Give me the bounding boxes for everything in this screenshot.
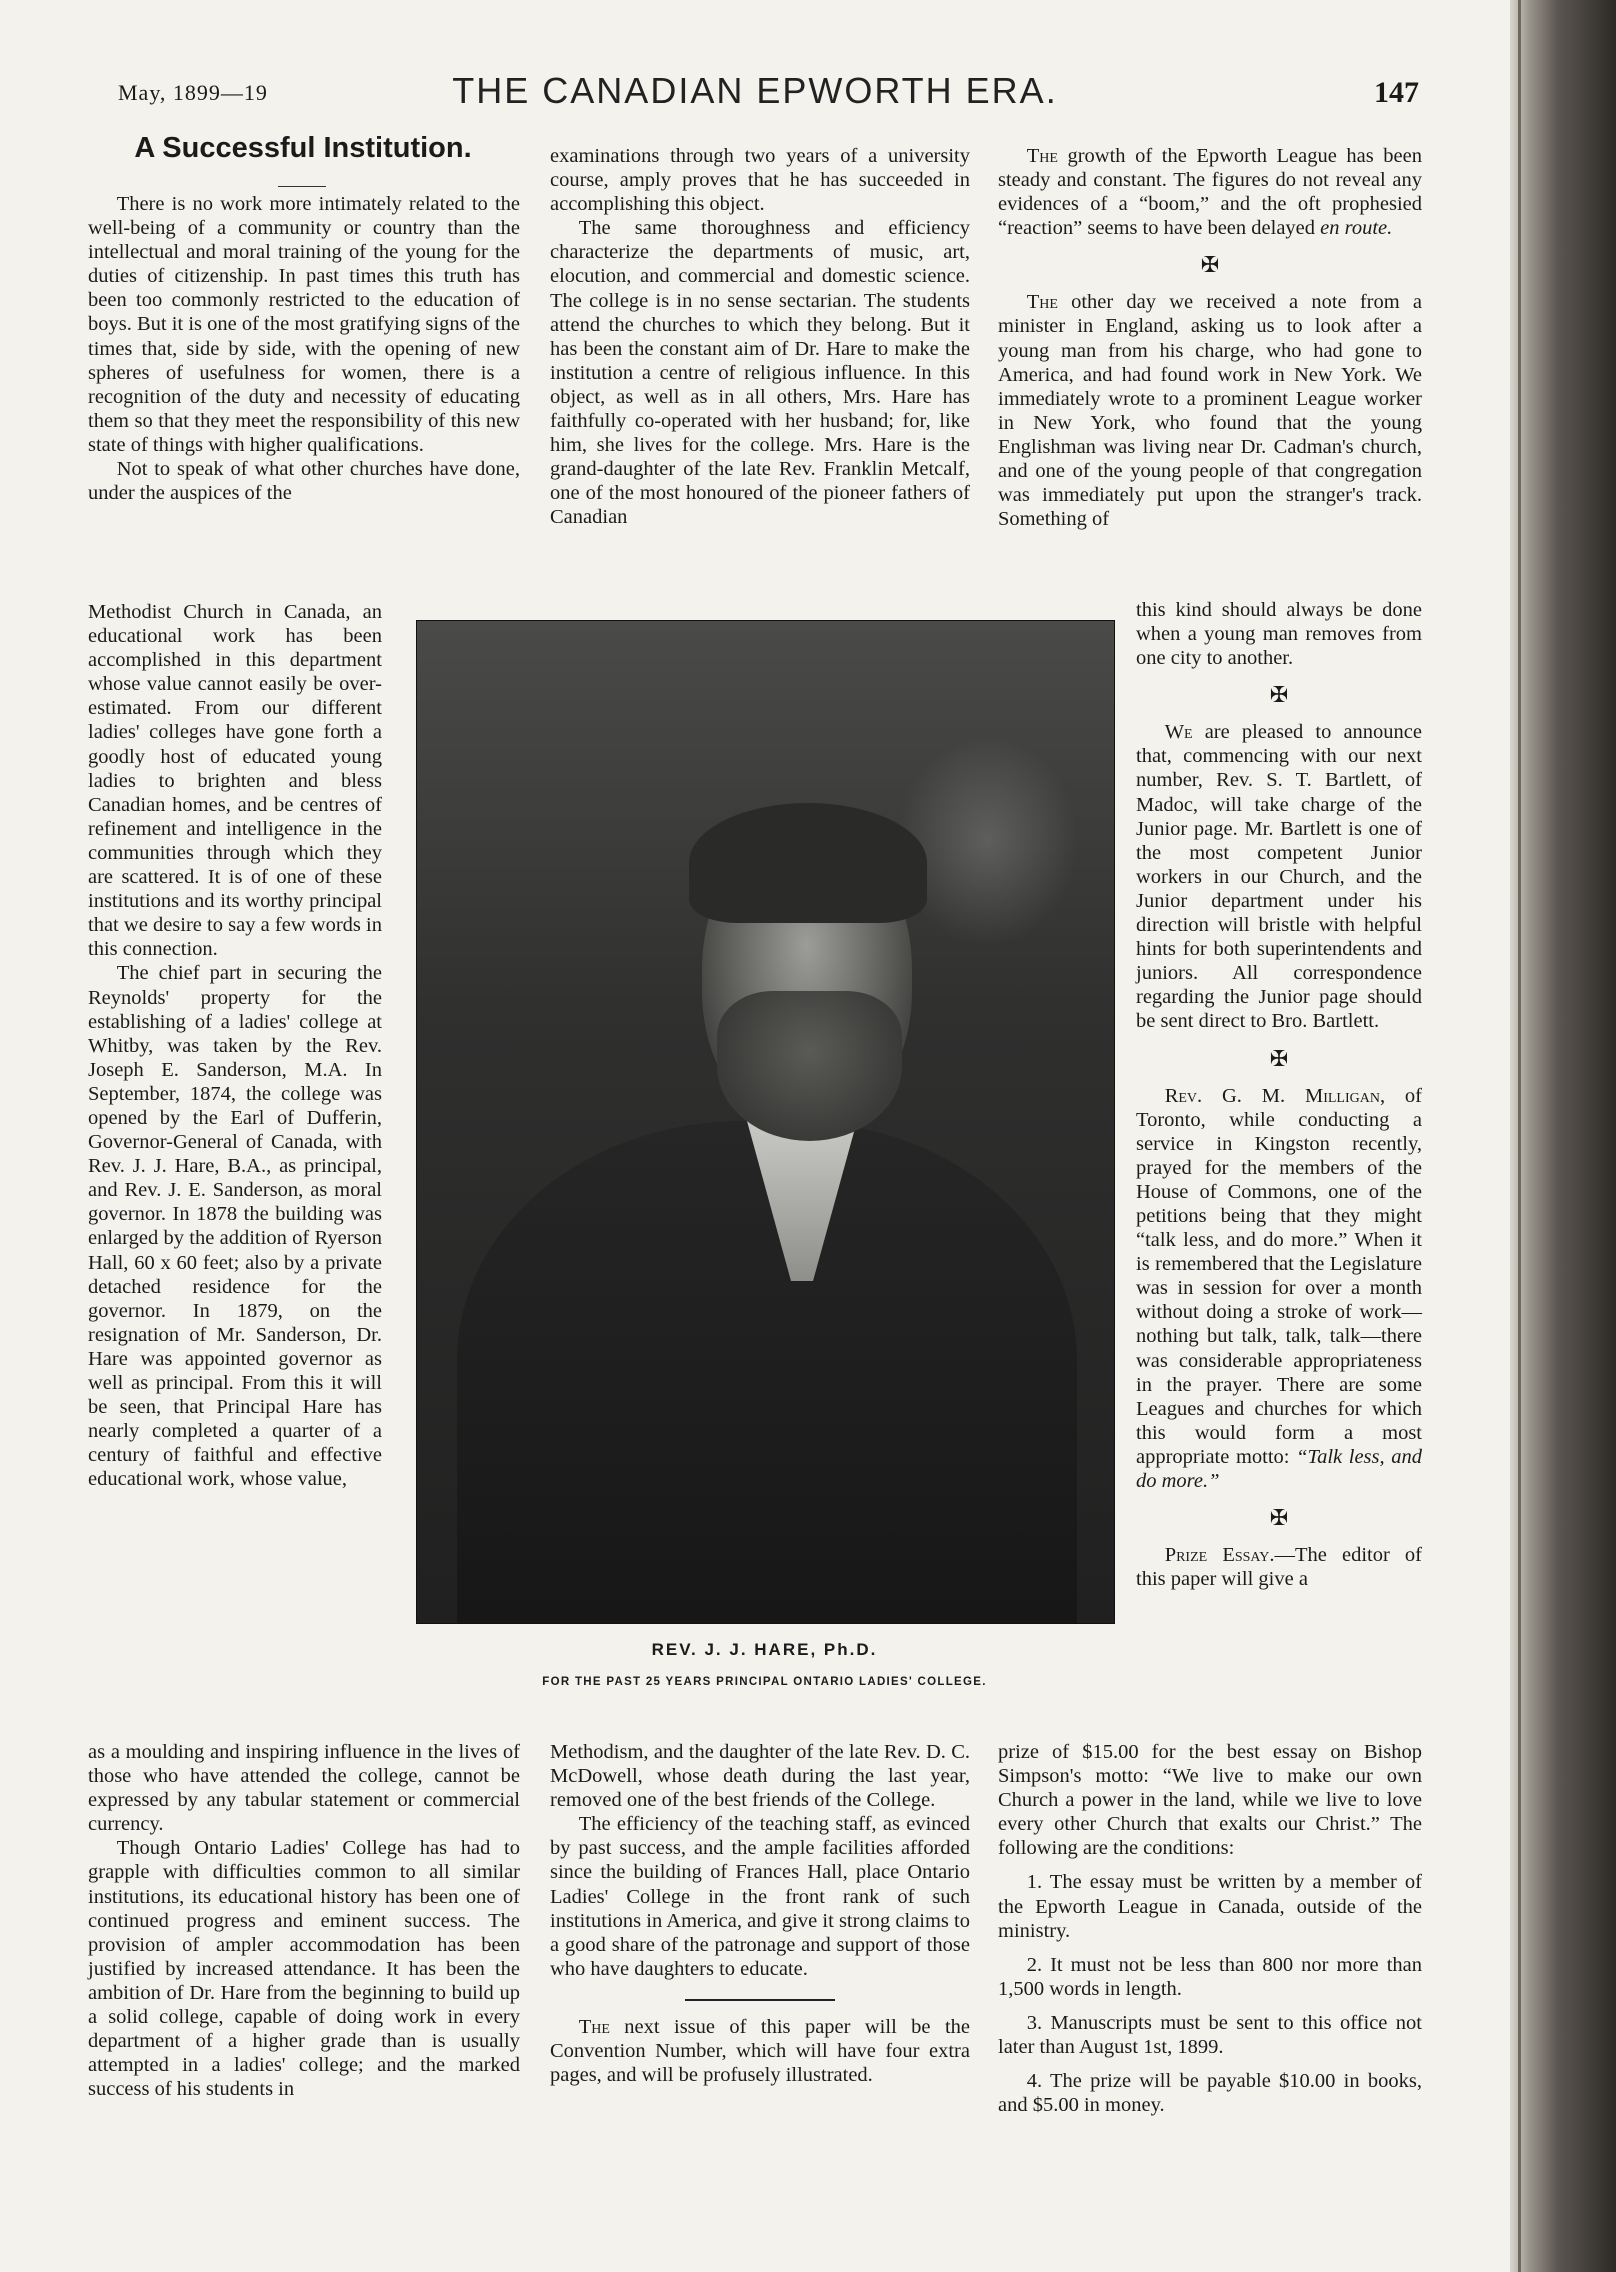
italic-text: “Talk less, and do more.” — [1136, 1445, 1423, 1492]
paragraph-text: are pleased to announce that, commencing with our next number, Rev. S. T. Bartlett, of Madoc, will take charge of the Junior page. Mr. Bartlett is one of the most competent Junior workers in our Church, and the Junior department under his direction will bristle with helpful hints for both superintendents and juniors. All correspondence regarding the Junior page should be sent direct to Bro. Bartlett. — [1136, 721, 1422, 1033]
paragraph: There is no work more intimately related to the well-being of a community or country than the intellectual and moral training of the young for the duties of citizenship. In past times this truth has been too commonly restricted to the education of boys. But it is one of the most gratifying signs of the times that, side by side, with the opening of new spheres of usefulness for women, there is a recognition of the duty and necessity of educating them so that they meet the responsibility of this new state of things with higher qualifications. — [88, 193, 520, 456]
paragraph: prize of $15.00 for the best essay on Bishop Simpson's motto: “We live to make our own Church a power in the land, while we live to love every other Church that exalts our Christ.” The following are the conditions: — [998, 1741, 1422, 1860]
col3-bottom — [998, 1740, 1422, 2117]
cross-ornament-icon: ✠ — [1269, 682, 1289, 708]
lead-word: The — [1026, 145, 1058, 167]
page-number: 147 — [1374, 76, 1419, 109]
article-heading: A Successful Institution. — [134, 132, 472, 164]
paragraph: The efficiency of the teaching staff, as evinced by past success, and the ample facilities afforded since the building of Frances Hall, place Ontario Ladies' College in the front rank of such institutions in America, and give it strong claims to a good share of the patronage and support of those who have daughters to educate. — [550, 1813, 970, 1980]
paragraph: Methodism, and the daughter of the late Rev. D. C. McDowell, whose death during the last year, removed one of the best friends of the College. — [550, 1741, 970, 1812]
paragraph: The same thoroughness and efficiency characterize the departments of music, art, elocution, and commercial and domestic science. The college is in no sense sectarian. The students attend the churches to which they belong. But it has been the constant aim of Dr. Hare to make the institution a centre of religious influence. In this object, as well as in all others, Mrs. Hare has faithfully co-operated with her husband; for, like him, she lives for the college. Mrs. Hare is the grand-daughter of the late Rev. Franklin Metcalf, one of the most honoured of the pioneer fathers of Canadian — [550, 217, 970, 529]
condition-item: 2. It must not be less than 800 nor more than 1,500 words in length. — [998, 1953, 1422, 2000]
paragraph-text: other day we received a note from a minister in England, asking us to look after a young man from his charge, who had gone to America, and had found work in New York. We immediately wrote to a prominent League worker in New York, who found that the young Englishman was living near Dr. Cadman's church, and one of the young people of that congregation was immediately put upon the stranger's track. Something of — [998, 291, 1422, 531]
paragraph — [1136, 1543, 1422, 1591]
cross-ornament-icon: ✠ — [1269, 1045, 1289, 1071]
col2-bottom — [550, 1740, 970, 2087]
cross-ornament-icon: ✠ — [1200, 252, 1220, 278]
paragraph-text: growth of the Epworth League has been steady and constant. The figures do not reveal any evidences of a “boom,” and the oft prophesied “reaction” seems to have been delayed — [998, 145, 1423, 240]
col2-top — [550, 144, 970, 530]
paragraph-text: next issue of this paper will be the Convention Number, which will have four extra pages, and will be profusely illustrated. — [550, 2015, 970, 2087]
book-binding — [1510, 0, 1616, 2272]
col3-narrow — [1136, 598, 1422, 1591]
paragraph: The chief part in securing the Reynolds' property for the establishing of a ladies' college at Whitby, was taken by the Rev. Joseph E. Sanderson, M.A. In September, 1874, the college was opened by the Earl of Dufferin, Governor-General of Canada, with Rev. J. J. Hare, B.A., as principal, and Rev. J. E. Sanderson, as moral governor. In 1878 the building was enlarged by the addition of Ryerson Hall, 60 x 60 feet; also by a private detached residence for the governor. In 1879, on the resignation of Mr. Sanderson, Dr. Hare was appointed governor as well as principal. From this it will be seen, that Principal Hare has nearly completed a quarter of a century of faithful and effective educational work, whose value, — [88, 962, 382, 1491]
col1-top — [88, 192, 520, 505]
paragraph: Not to speak of what other churches have done, under the auspices of the — [88, 458, 520, 505]
paragraph: examinations through two years of a university course, amply proves that he has succeeded in accomplishing this object. — [550, 145, 970, 216]
paragraph: Methodist Church in Canada, an educational work has been accomplished in this department whose value cannot easily be over-estimated. From our different ladies' colleges have gone forth a goodly host of educated young ladies to brighten and bless Canadian homes, and be centres of refinement and intelligence in the communities through which they are scattered. It is of one of these institutions and its worthy principal that we desire to say a few words in this connection. — [88, 601, 382, 961]
italic-text: en route. — [1320, 217, 1393, 240]
condition-item: 3. Manuscripts must be sent to this office not later than August 1st, 1899. — [998, 2011, 1422, 2059]
heading-rule — [278, 186, 326, 187]
photo-caption-name: REV. J. J. HARE, Ph.D. — [651, 1640, 878, 1659]
lead-word: We — [1164, 721, 1193, 744]
photo-caption-subtitle: FOR THE PAST 25 YEARS PRINCIPAL ONTARIO LADIES' COLLEGE. — [542, 1676, 987, 1688]
lead-word: The — [578, 2015, 610, 2038]
issue-date: May, 1899—19 — [118, 80, 268, 105]
paragraph: as a moulding and inspiring influence in the lives of those who have attended the college, cannot be expressed by any tabular statement or commercial currency. — [88, 1741, 520, 1836]
paragraph-text: of Toronto, while conducting a service in Kingston recently, prayed for the members of the House of Commons, one of the petitions being that they might “talk less, and do more.” When it is remembered that the Legislature was in session for over a month without doing a stroke of work—nothing but talk, talk, talk—there was considerable appropriateness in the prayer. There are some Leagues and churches for which this would form a most appropriate motto: — [1136, 1084, 1422, 1468]
paragraph — [998, 144, 1422, 240]
paragraph — [1136, 720, 1422, 1033]
col3-top — [998, 144, 1422, 531]
lead-word: Rev. G. M. Milligan, — [1164, 1084, 1386, 1107]
paragraph: Though Ontario Ladies' College has had to grapple with difficulties common to all similar institutions, its educational history has been one of continued progress and eminent success. The provision of ampler accommodation has been justified by increased attendance. It has been the ambition of Dr. Hare from the beginning to build up a solid college, capable of doing work in every department of a higher grade than is usually attempted in a ladies' college; and the marked success of his students in — [88, 1837, 520, 2101]
photo-hair — [689, 803, 927, 923]
paragraph — [550, 2015, 970, 2087]
paragraph — [998, 290, 1422, 531]
paragraph: this kind should always be done when a young man removes from one city to another. — [1136, 599, 1422, 670]
lead-word: Prize Essay. — [1164, 1544, 1275, 1567]
col1-narrow — [88, 600, 382, 1491]
paragraph — [1136, 1084, 1422, 1494]
lead-word: The — [1026, 291, 1058, 314]
paragraph-text: —The editor of this paper will give a — [1136, 1544, 1422, 1591]
photo-beard — [717, 991, 902, 1141]
col1-bottom — [88, 1740, 520, 2101]
divider — [685, 1999, 835, 2001]
cross-ornament-icon: ✠ — [1269, 1505, 1289, 1531]
photo-coat — [457, 1121, 1077, 1624]
condition-item: 4. The prize will be payable $10.00 in books, and $5.00 in money. — [998, 2070, 1422, 2117]
condition-item: 1. The essay must be written by a member of the Epworth League in Canada, outside of the ministry. — [998, 1871, 1422, 1942]
magazine-title: THE CANADIAN EPWORTH ERA. — [452, 70, 1058, 111]
portrait-photo — [416, 620, 1115, 1624]
